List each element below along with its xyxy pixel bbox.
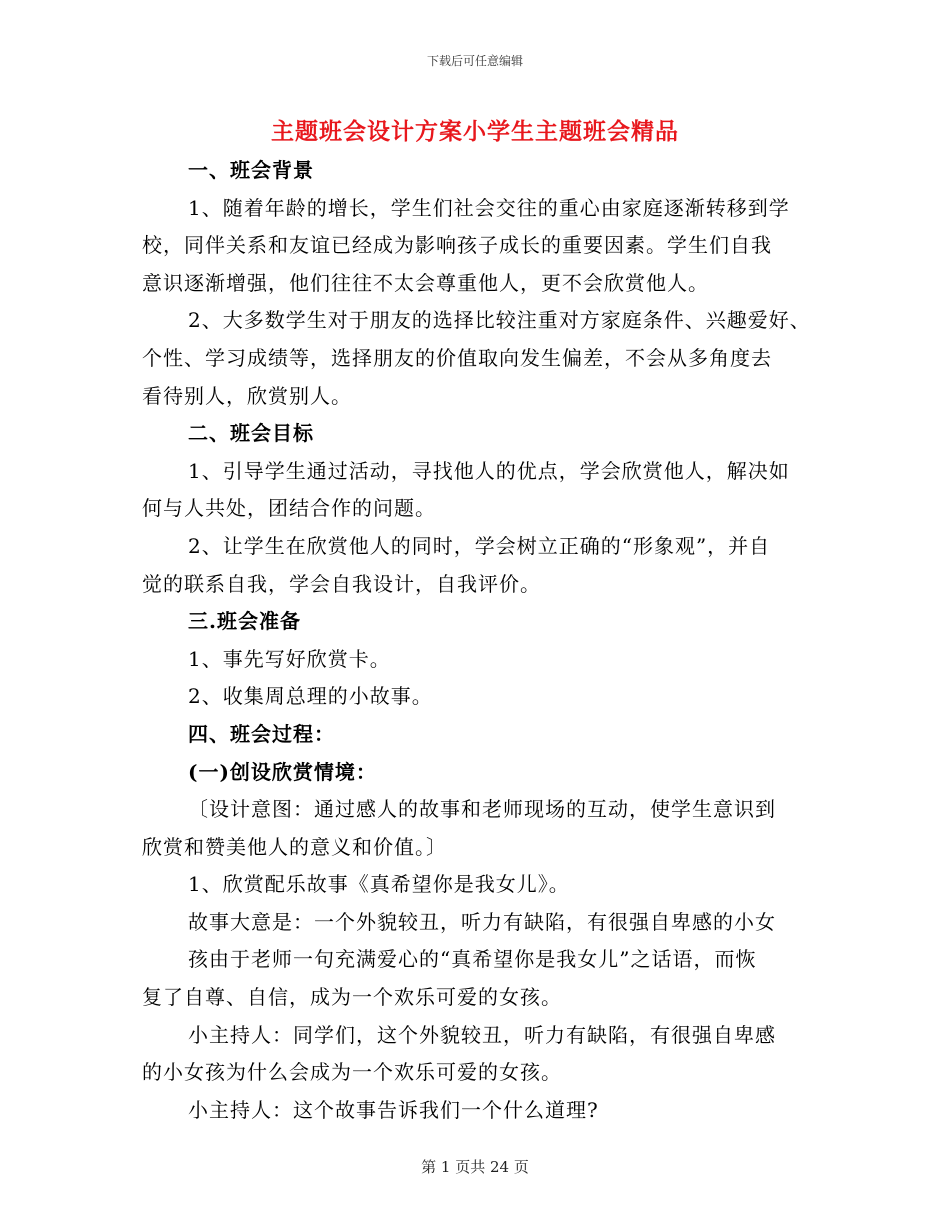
paragraph-line: 个性、学习成绩等，选择朋友的价值取向发生偏差，不会从多角度去 xyxy=(142,345,772,370)
paragraph-line: 小主持人：这个故事告诉我们一个什么道理? xyxy=(188,1097,599,1122)
paragraph-line: 何与人共处，团结合作的问题。 xyxy=(142,496,436,521)
section-heading: 一、班会背景 xyxy=(188,158,314,182)
paragraph-line: 欣赏和赞美他人的意义和价值。〕 xyxy=(142,834,447,859)
section-heading: (一)创设欣赏情境： xyxy=(188,759,377,784)
section-heading: 二、班会目标 xyxy=(188,421,314,446)
paragraph-line: 故事大意是：一个外貌较丑，听力有缺陷，有很强自卑感的小女 xyxy=(188,909,776,934)
page-footer: 第 1 页共 24 页 xyxy=(421,1158,529,1176)
section-heading: 四、班会过程： xyxy=(188,721,335,746)
header-note: 下载后可任意编辑 xyxy=(426,54,523,68)
section-heading: 三.班会准备 xyxy=(188,609,301,634)
paragraph-line: 〔设计意图：通过感人的故事和老师现场的互动，使学生意识到 xyxy=(188,797,776,822)
paragraph-line: 校，同伴关系和友谊已经成为影响孩子成长的重要因素。学生们自我 xyxy=(142,233,772,258)
paragraph-line: 1、欣赏配乐故事《真希望你是我女儿》。 xyxy=(188,872,570,897)
document-body xyxy=(142,152,822,1129)
paragraph-line: 2、收集周总理的小故事。 xyxy=(188,684,433,709)
paragraph-line: 2、大多数学生对于朋友的选择比较注重对方家庭条件、兴趣爱好、 xyxy=(188,308,811,333)
paragraph-line: 觉的联系自我，学会自我设计，自我评价。 xyxy=(142,571,541,596)
paragraph-line: 意识逐渐增强，他们往往不太会尊重他人，更不会欣赏他人。 xyxy=(142,270,709,295)
paragraph-line: 1、随着年龄的增长，学生们社会交往的重心由家庭逐渐转移到学 xyxy=(188,195,790,220)
paragraph-line: 孩由于老师一句充满爱心的“真希望你是我女儿”之话语，而恢 xyxy=(188,947,757,972)
paragraph-line: 小主持人：同学们，这个外貌较丑，听力有缺陷，有很强自卑感 xyxy=(188,1022,776,1047)
paragraph-line: 复了自尊、自信，成为一个欢乐可爱的女孩。 xyxy=(142,985,562,1010)
paragraph-line: 1、引导学生通过活动，寻找他人的优点，学会欣赏他人，解决如 xyxy=(188,458,790,483)
paragraph-line: 2、让学生在欣赏他人的同时，学会树立正确的“形象观”，并自 xyxy=(188,533,771,558)
paragraph-line: 1、事先写好欣赏卡。 xyxy=(188,646,391,671)
document-title: 主题班会设计方案小学生主题班会精品 xyxy=(271,118,679,145)
paragraph-line: 看待别人，欣赏别人。 xyxy=(142,383,352,408)
paragraph-line: 的小女孩为什么会成为一个欢乐可爱的女孩。 xyxy=(142,1060,562,1085)
